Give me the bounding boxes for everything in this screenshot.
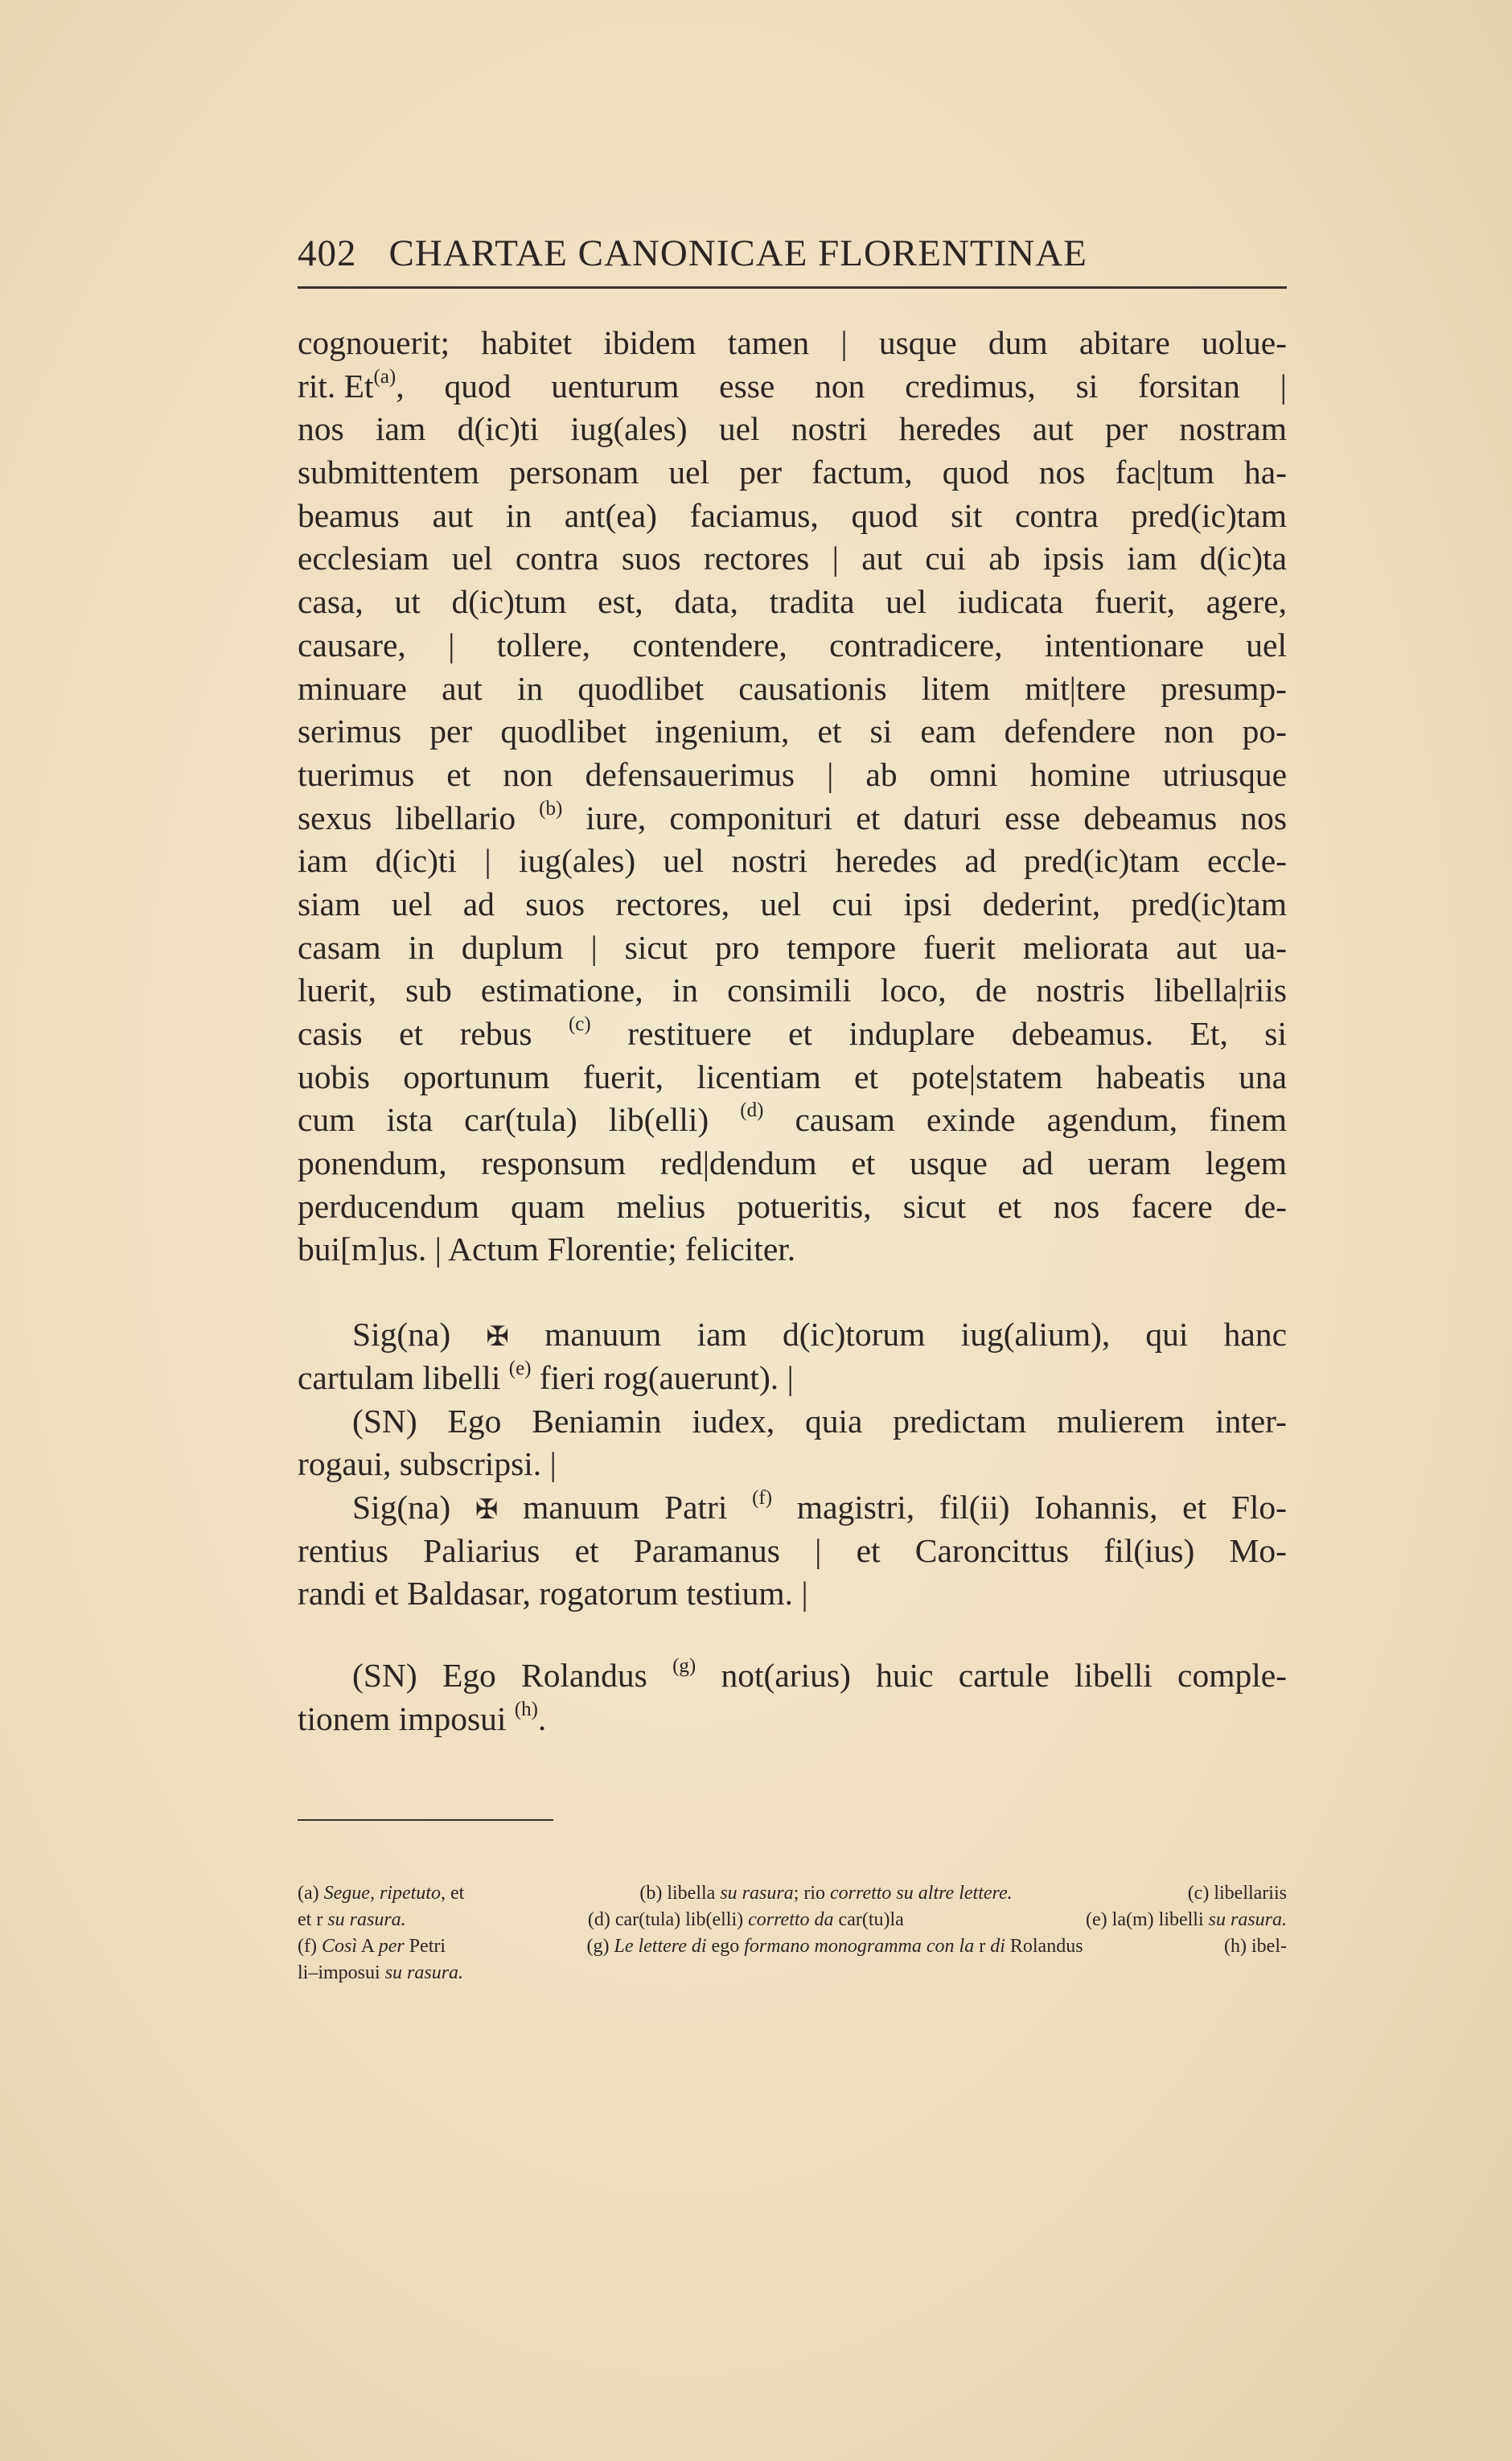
footnote-rule (298, 1819, 553, 1821)
text-line: siam uel ad suos rectores, uel cui ipsi dederint, pred(ic)tam (298, 885, 1287, 922)
text-line: bui[m]us. | Actum Florentie; feliciter. (298, 1230, 796, 1268)
footnote-b: (b) libella su rasura; rio corretto su altre lettere. (639, 1883, 1013, 1904)
footnote-a: (a) Segue, ripetuto, et (298, 1883, 465, 1904)
footnotes (298, 1880, 1287, 1986)
text-line: uobis oportunum fuerit, licentiam et pote|statem habeatis una (298, 1058, 1287, 1095)
signature-line: randi et Baldasar, rogatorum testium. | (298, 1575, 808, 1613)
signature-line: rogaui, subscripsi. | (298, 1445, 557, 1483)
text-line: iam d(ic)ti | iug(ales) uel nostri heredes ad pred(ic)tam eccle- (298, 842, 1287, 880)
footnote-h-cont: li–imposui su rasura. (298, 1962, 464, 1983)
footnote-g: (g) Le lettere di ego formano monogramma con la r di Rolandus (586, 1936, 1083, 1957)
footnote-f: (f) Così A per Petri (298, 1936, 446, 1957)
text-line: luerit, sub estimatione, in consimili loco, de nostris libella|riis (298, 972, 1287, 1009)
signature-line: Sig(na) ✠ manuum iam d(ic)torum iug(alium), qui hanc (352, 1316, 1288, 1354)
footnote-line (298, 1907, 1287, 1933)
footnote-ref-h: (h) (514, 1698, 538, 1720)
footnote-line (298, 1933, 1287, 1960)
signum-cross-icon: ✠ (486, 1322, 509, 1353)
text-line: cognouerit; habitet ibidem tamen | usque dum abitare uolue- (298, 324, 1287, 361)
text-line: serimus per quodlibet ingenium, et si eam defendere non po- (298, 713, 1287, 750)
footnote-e: (e) la(m) libelli su rasura. (1086, 1909, 1287, 1930)
footnote-ref-c: (c) (568, 1013, 591, 1035)
text-line: submittentem personam uel per factum, quod nos fac|tum ha- (298, 454, 1287, 491)
signature-line: rentius Paliarius et Paramanus | et Caroncittus fil(ius) Mo- (298, 1531, 1287, 1569)
running-title: CHARTAE CANONICAE FLORENTINAE (388, 232, 1087, 274)
charter-text (298, 322, 1287, 1740)
text-line: causare, | tollere, contendere, contradicere, intentionare uel (298, 626, 1287, 664)
footnote-ref-g: (g) (672, 1654, 696, 1677)
signature-line: cartulam libelli $^{(e)}$ fieri rog(auerunt). | (298, 1357, 794, 1396)
header-rule (298, 286, 1287, 289)
footnote-line (298, 1960, 1287, 1986)
completion-line: tionem imposui $^{(h)}$. (298, 1698, 547, 1737)
signature-line: (SN) Ego Beniamin iudex, quia predictam mulierem inter- (352, 1402, 1287, 1440)
text-line: ecclesiam uel contra suos rectores | aut cui ab ipsis iam d(ic)ta (298, 540, 1287, 577)
text-line: nos iam d(ic)ti iug(ales) uel nostri heredes aut per nostram (298, 410, 1287, 448)
footnote-ref-e: (e) (508, 1357, 532, 1379)
footnote-c-cont: et r su rasura. (298, 1909, 406, 1930)
footnote-d: (d) car(tula) lib(elli) corretto da car(tu)la (587, 1909, 904, 1930)
text-line: sexus libellario $^{(b)}$ iure, componituri et daturi esse debeamus nos (298, 797, 1288, 836)
text-line: casis et rebus $^{(c)}$ restituere et induplare debeamus. Et, si (298, 1013, 1287, 1052)
text-line: casam in duplum | sicut pro tempore fuerit meliorata aut ua- (298, 928, 1287, 966)
page-header (298, 232, 1287, 275)
signum-cross-icon: ✠ (475, 1494, 499, 1525)
footnote-c: (c) libellariis (1187, 1883, 1287, 1904)
footnote-line (298, 1880, 1287, 1907)
text-line: minuare aut in quodlibet causationis litem mit|tere presump- (298, 669, 1287, 707)
footnote-ref-f: (f) (752, 1486, 773, 1509)
text-line: beamus aut in ant(ea) faciamus, quod sit contra pred(ic)tam (298, 496, 1287, 534)
text-line: casa, ut d(ic)tum est, data, tradita uel iudicata fuerit, agere, (298, 583, 1287, 621)
footnote-ref-a: (a) (373, 365, 396, 388)
page-number: 402 (298, 232, 357, 274)
footnote-ref-d: (d) (740, 1099, 764, 1122)
signature-line: Sig(na) ✠ manuum Patri $^{(f)}$ magistri, fil(ii) Iohannis, et Flo- (352, 1486, 1287, 1526)
text-line: rit. Et $^{(a)}$, quod uenturum esse non credimus, si forsitan | (298, 365, 1287, 405)
completion-line: (SN) Ego Rolandus $^{(g)}$ not(arius) huic cartule libelli comple- (352, 1654, 1287, 1694)
text-line: perducendum quam melius potueritis, sicut et nos facere de- (298, 1187, 1287, 1225)
text-line: ponendum, responsum red|dendum et usque ad ueram legem (298, 1144, 1287, 1182)
text-line: cum ista car(tula) lib(elli) $^{(d)}$ causam exinde agendum, finem (298, 1099, 1287, 1139)
footnote-h: (h) ibel- (1224, 1936, 1287, 1957)
text-line: tuerimus et non defensauerimus | ab omni homine utriusque (298, 755, 1287, 793)
footnote-ref-b: (b) (539, 797, 563, 820)
